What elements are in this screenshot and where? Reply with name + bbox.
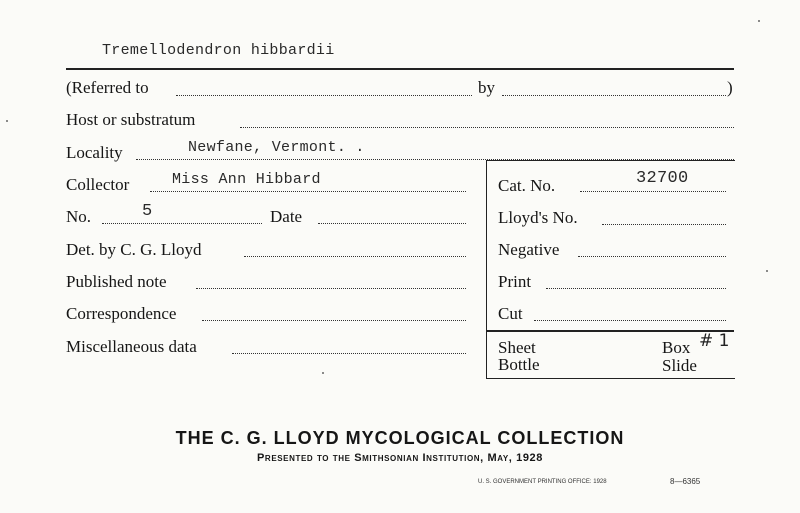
label-cut: Cut (498, 304, 523, 323)
by-field (502, 95, 726, 96)
date-field (318, 223, 466, 224)
label-collector: Collector (66, 175, 130, 194)
misc-field (232, 353, 466, 354)
collection-subtitle: Presented to the Smithsonian Institution, May, 1928 (257, 452, 543, 464)
cat-no-value: 32700 (636, 169, 689, 188)
label-referred-to: (Referred to (66, 78, 149, 97)
box-value: # 1 (699, 331, 730, 351)
label-box: Box (662, 338, 691, 357)
cat-no-field (580, 191, 726, 192)
label-bottle: Bottle (498, 355, 540, 374)
locality-value: Newfane, Vermont. . (188, 139, 365, 156)
label-misc: Miscellaneous data (66, 337, 197, 356)
negative-field (578, 256, 726, 257)
label-date: Date (270, 207, 303, 226)
label-lloyds-no: Lloyd's No. (498, 208, 578, 227)
label-cat-no: Cat. No. (498, 176, 556, 195)
specimen-name: Tremellodendron hibbardii (102, 42, 335, 59)
label-correspondence: Correspondence (66, 304, 177, 323)
label-slide: Slide (662, 356, 697, 375)
det-by-field (244, 256, 466, 257)
label-print: Print (498, 272, 532, 291)
box-divider (486, 330, 734, 332)
scan-speck (758, 20, 760, 22)
label-by: by (478, 78, 495, 97)
referred-to-field (176, 95, 472, 96)
host-field (240, 127, 734, 128)
collector-value: Miss Ann Hibbard (172, 171, 321, 188)
scan-speck (766, 270, 768, 272)
scan-speck (6, 120, 8, 122)
printing-office-note: U. S. GOVERNMENT PRINTING OFFICE: 1928 (478, 479, 607, 485)
lloyds-no-field (602, 224, 726, 225)
scan-speck (322, 372, 324, 374)
published-note-field (196, 288, 466, 289)
collection-title: THE C. G. LLOYD MYCOLOGICAL COLLECTION (175, 428, 625, 448)
label-published-note: Published note (66, 272, 167, 291)
name-rule (66, 68, 734, 70)
correspondence-field (202, 320, 466, 321)
label-no: No. (66, 207, 92, 226)
print-field (546, 288, 726, 289)
number-field (102, 223, 262, 224)
number-value: 5 (142, 202, 153, 221)
label-negative: Negative (498, 240, 560, 259)
label-locality: Locality (66, 143, 123, 162)
form-number: 8—6365 (670, 477, 701, 486)
label-sheet: Sheet (498, 338, 536, 357)
label-host: Host or substratum (66, 110, 196, 129)
close-paren: ) (727, 78, 733, 97)
cut-field (534, 320, 726, 321)
label-det-by: Det. by C. G. Lloyd (66, 240, 202, 259)
collector-field (150, 191, 466, 192)
